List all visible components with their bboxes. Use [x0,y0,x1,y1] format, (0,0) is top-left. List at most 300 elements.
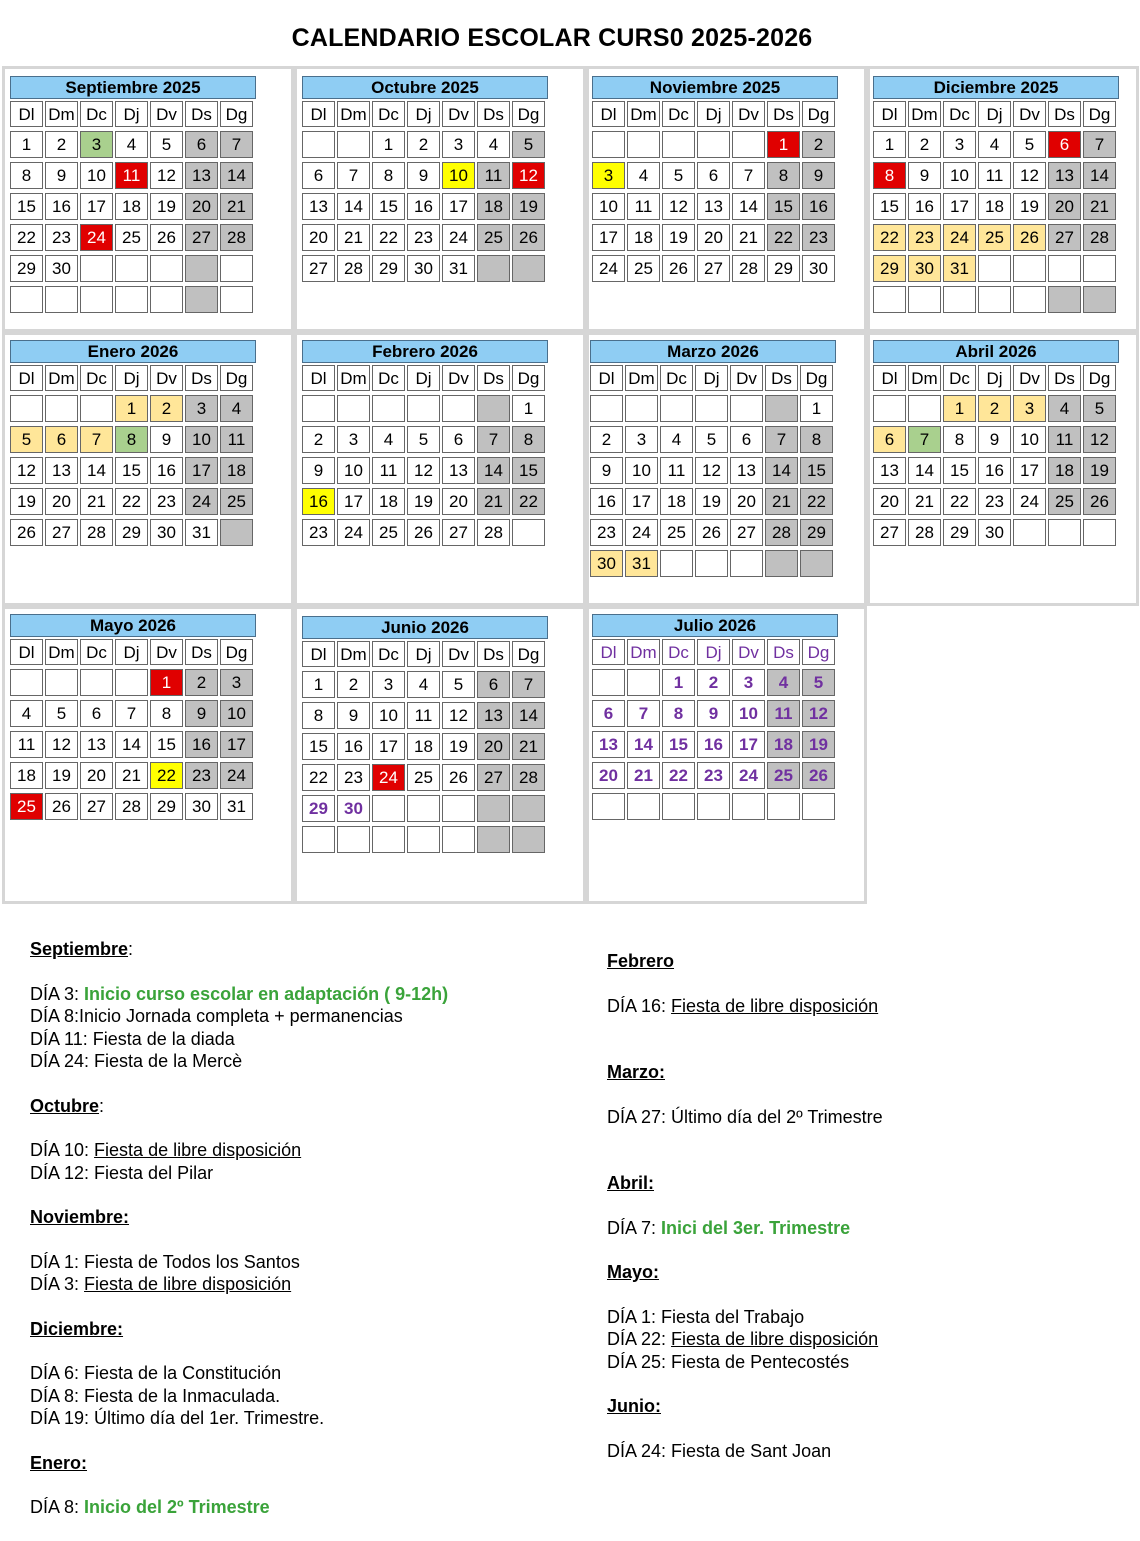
day-cell: 4 [978,131,1011,158]
day-cell: 2 [407,131,440,158]
day-cell [477,826,510,853]
day-cell [115,255,148,282]
day-cell: 29 [150,793,183,820]
weekday-label: Ds [767,639,800,665]
day-cell: 20 [730,488,763,515]
day-cell [477,255,510,282]
legend-section [607,1261,883,1395]
day-cell: 8 [662,700,695,727]
day-cell: 3 [442,131,475,158]
day-cell [45,669,78,696]
day-cell [372,826,405,853]
day-cell [45,286,78,313]
day-cell: 13 [185,162,218,189]
day-cell: 31 [185,519,218,546]
day-cell: 30 [407,255,440,282]
day-cell: 27 [185,224,218,251]
weekday-label: Dv [730,365,763,391]
day-cell: 9 [802,162,835,189]
day-cell: 15 [512,457,545,484]
month-header: Septiembre 2025 [10,76,256,99]
day-cell: 22 [10,224,43,251]
day-cell: 12 [802,700,835,727]
day-cell: 17 [337,488,370,515]
day-cell: 23 [908,224,941,251]
day-cell: 27 [477,764,510,791]
day-cell: 24 [442,224,475,251]
weekday-label: Dc [372,101,405,127]
day-cell: 28 [115,793,148,820]
day-cell [1083,519,1116,546]
legend-item-text: Fiesta de libre disposición [94,1140,302,1160]
day-cell: 10 [1013,426,1046,453]
day-cell: 14 [627,731,660,758]
legend-month-heading [30,938,448,961]
weekday-label: Dm [45,639,78,665]
weekday-label: Dm [45,365,78,391]
day-cell: 8 [943,426,976,453]
day-cell [80,669,113,696]
day-cell [660,395,693,422]
day-cell [477,795,510,822]
day-cell: 27 [442,519,475,546]
day-cell: 20 [442,488,475,515]
day-cell: 15 [115,457,148,484]
legend-item-text: DÍA 3: [30,983,85,1004]
legend-item [30,1385,448,1408]
weekday-label: Dg [1083,101,1116,127]
day-cell: 21 [732,224,765,251]
weekday-label: Dj [697,101,730,127]
day-cell: 16 [337,733,370,760]
day-cell: 9 [697,700,730,727]
day-cell: 1 [767,131,800,158]
day-cell [80,255,113,282]
day-cell: 27 [730,519,763,546]
day-cell: 13 [697,193,730,220]
day-cell: 7 [115,700,148,727]
day-cell: 15 [800,457,833,484]
day-cell: 1 [512,395,545,422]
day-cell: 19 [662,224,695,251]
day-cell [115,286,148,313]
week-row [10,131,256,158]
week-row [873,255,1119,282]
day-cell [1083,255,1116,282]
weekday-label: Dl [592,101,625,127]
day-cell: 19 [442,733,475,760]
day-cell: 31 [442,255,475,282]
day-cell: 5 [1013,131,1046,158]
weekday-label: Dc [943,101,976,127]
day-cell: 11 [1048,426,1081,453]
month-calendar [302,340,548,546]
legend-item-text: DÍA 11: Fiesta de la diada [30,1028,235,1049]
day-cell: 9 [185,700,218,727]
day-cell: 22 [115,488,148,515]
day-cell: 20 [185,193,218,220]
day-cell: 21 [765,488,798,515]
weekday-label: Dl [873,365,906,391]
day-cell: 18 [767,731,800,758]
legend-item [30,1496,448,1519]
day-cell [220,286,253,313]
legend-month-name: Octubre [30,1095,100,1116]
day-cell: 5 [802,669,835,696]
weekday-label: Dj [115,639,148,665]
month-header: Marzo 2026 [590,340,836,363]
day-cell: 30 [908,255,941,282]
day-cell: 24 [80,224,113,251]
legend-section [30,1095,448,1207]
day-cell: 29 [115,519,148,546]
day-cell: 1 [150,669,183,696]
day-cell [442,395,475,422]
day-cell: 18 [372,488,405,515]
week-row [302,131,548,158]
day-cell: 2 [302,426,335,453]
day-cell: 22 [662,762,695,789]
day-cell: 17 [80,193,113,220]
weekday-header-row [873,365,1119,391]
legend-month-name: Mayo: [607,1262,660,1282]
day-cell: 19 [695,488,728,515]
legend-item [30,983,448,1006]
day-cell: 9 [590,457,623,484]
day-cell: 25 [767,762,800,789]
day-cell: 2 [45,131,78,158]
day-cell: 5 [1083,395,1116,422]
day-cell: 24 [732,762,765,789]
day-cell: 30 [978,519,1011,546]
day-cell [185,255,218,282]
legend-item-text: DÍA 8: Fiesta de la Inmaculada. [30,1385,281,1406]
day-cell: 24 [185,488,218,515]
day-cell: 22 [150,762,183,789]
day-cell: 1 [943,395,976,422]
week-row [592,193,838,220]
day-cell [80,286,113,313]
legend-month-name: Diciembre: [30,1318,124,1339]
legend-item [30,1362,448,1385]
legend-item-text: DÍA 7: [607,1217,662,1238]
day-cell [512,826,545,853]
day-cell: 16 [185,731,218,758]
weekday-label: Dg [220,101,253,127]
weekday-label: Dv [1013,101,1046,127]
day-cell: 29 [943,519,976,546]
day-cell: 4 [660,426,693,453]
week-row [10,395,256,422]
day-cell: 30 [590,550,623,577]
week-row [873,426,1119,453]
weekday-label: Ds [1048,365,1081,391]
day-cell: 8 [372,162,405,189]
day-cell: 26 [407,519,440,546]
day-cell: 8 [767,162,800,189]
day-cell: 23 [590,519,623,546]
week-row [10,162,256,189]
day-cell: 7 [1083,131,1116,158]
weekday-label: Ds [185,101,218,127]
day-cell [800,550,833,577]
day-cell: 4 [767,669,800,696]
week-row [873,131,1119,158]
legend-month-heading [607,1395,883,1418]
weekday-label: Dm [625,365,658,391]
week-row [302,395,548,422]
legend-month-heading [607,950,883,973]
weekday-header-row [590,365,836,391]
day-cell [220,255,253,282]
day-cell: 19 [1013,193,1046,220]
day-cell [943,286,976,313]
week-row [592,669,838,696]
week-row [873,193,1119,220]
legend-month-name: Junio: [607,1396,661,1416]
day-cell: 7 [765,426,798,453]
week-row [10,762,256,789]
week-row [873,519,1119,546]
month-calendar [10,76,256,313]
day-cell: 14 [477,457,510,484]
day-cell [442,826,475,853]
day-cell [730,550,763,577]
day-cell [10,669,43,696]
day-cell: 18 [978,193,1011,220]
week-row [592,224,838,251]
weekday-label: Ds [185,365,218,391]
day-cell [115,669,148,696]
day-cell: 6 [302,162,335,189]
legend-item [30,1050,448,1073]
day-cell: 1 [372,131,405,158]
day-cell [337,826,370,853]
weekday-label: Dm [627,101,660,127]
week-row [592,131,838,158]
day-cell [697,131,730,158]
day-cell: 19 [407,488,440,515]
weekday-label: Dv [150,639,183,665]
day-cell: 20 [873,488,906,515]
legend-item [30,1251,448,1274]
weekday-label: Ds [767,101,800,127]
legend-item-text: Fiesta de libre disposición [84,1274,292,1294]
day-cell: 22 [767,224,800,251]
day-cell: 14 [732,193,765,220]
day-cell: 11 [627,193,660,220]
day-cell [908,395,941,422]
day-cell: 23 [697,762,730,789]
day-cell: 22 [873,224,906,251]
legend-heading-suffix: : [128,939,134,959]
day-cell: 3 [732,669,765,696]
day-cell [1013,519,1046,546]
weekday-label: Dl [590,365,623,391]
day-cell: 16 [302,488,335,515]
day-cell: 14 [765,457,798,484]
day-cell: 3 [337,426,370,453]
day-cell: 5 [442,671,475,698]
weekday-label: Dc [80,365,113,391]
day-cell: 13 [442,457,475,484]
month-calendar [302,616,548,853]
weekday-label: Dj [407,101,440,127]
day-cell: 3 [1013,395,1046,422]
legend-section [607,1172,883,1261]
day-cell [512,255,545,282]
week-row [302,733,548,760]
legend-item [30,1407,448,1430]
weekday-label: Dc [80,639,113,665]
day-cell: 13 [1048,162,1081,189]
month-header: Junio 2026 [302,616,548,639]
day-cell [765,550,798,577]
day-cell [627,793,660,820]
day-cell: 10 [372,702,405,729]
day-cell [372,795,405,822]
legend-item-text: DÍA 12: Fiesta del Pilar [30,1162,214,1183]
day-cell: 28 [908,519,941,546]
weekday-label: Ds [765,365,798,391]
day-cell: 10 [185,426,218,453]
day-cell: 17 [220,731,253,758]
legend-item [607,1351,883,1374]
day-cell: 4 [477,131,510,158]
week-row [302,426,548,453]
legend-item-text: DÍA 8:Inicio Jornada completa + permanencias [30,1006,403,1026]
day-cell: 28 [80,519,113,546]
weekday-label: Dc [372,365,405,391]
weekday-label: Dv [150,101,183,127]
week-row [302,457,548,484]
day-cell: 24 [220,762,253,789]
weekday-label: Dc [662,639,695,665]
day-cell [337,131,370,158]
day-cell: 26 [802,762,835,789]
weekday-label: Dg [800,365,833,391]
week-row [590,395,836,422]
legend-month-name: Marzo: [607,1062,665,1082]
day-cell: 3 [185,395,218,422]
day-cell: 11 [115,162,148,189]
day-cell: 12 [442,702,475,729]
day-cell: 27 [45,519,78,546]
day-cell [978,255,1011,282]
weekday-label: Ds [477,101,510,127]
legend-month-heading [607,1172,883,1195]
week-row [10,731,256,758]
legend-item [30,1273,448,1296]
day-cell: 29 [372,255,405,282]
legend-item [607,1328,883,1351]
legend-item [607,995,883,1018]
day-cell: 25 [220,488,253,515]
day-cell [1013,286,1046,313]
day-cell: 2 [802,131,835,158]
day-cell: 8 [150,700,183,727]
day-cell: 17 [1013,457,1046,484]
day-cell: 28 [337,255,370,282]
month-calendar [873,340,1119,546]
weekday-label: Dl [10,639,43,665]
month-calendar [592,614,838,820]
day-cell: 16 [697,731,730,758]
day-cell: 19 [10,488,43,515]
day-cell [1013,255,1046,282]
month-header: Mayo 2026 [10,614,256,637]
week-row [302,488,548,515]
week-row [592,762,838,789]
day-cell: 23 [45,224,78,251]
weekday-label: Dl [10,365,43,391]
day-cell: 8 [115,426,148,453]
legend-item-text: DÍA 24: Fiesta de la Mercè [30,1051,243,1071]
day-cell [590,395,623,422]
day-cell [302,395,335,422]
weekday-label: Dj [115,101,148,127]
weekday-label: Dv [1013,365,1046,391]
weekday-label: Dj [695,365,728,391]
day-cell: 23 [978,488,1011,515]
day-cell: 17 [625,488,658,515]
month-header: Abril 2026 [873,340,1119,363]
day-cell [407,795,440,822]
day-cell: 27 [1048,224,1081,251]
week-row [302,224,548,251]
day-cell: 14 [80,457,113,484]
day-cell: 12 [695,457,728,484]
day-cell: 9 [302,457,335,484]
legend-item-text: DÍA 1: Fiesta del Trabajo [607,1306,805,1327]
weekday-label: Dl [302,641,335,667]
weekday-header-row [302,101,548,127]
day-cell: 7 [732,162,765,189]
day-cell [150,286,183,313]
day-cell: 28 [477,519,510,546]
weekday-label: Dj [978,101,1011,127]
day-cell: 21 [908,488,941,515]
week-row [873,395,1119,422]
day-cell: 15 [662,731,695,758]
week-row [590,426,836,453]
day-cell [592,131,625,158]
week-row [592,700,838,727]
day-cell: 15 [302,733,335,760]
legend-spacer [607,1239,883,1261]
day-cell: 25 [10,793,43,820]
day-cell: 9 [337,702,370,729]
day-cell: 29 [873,255,906,282]
day-cell: 18 [407,733,440,760]
legend-item [30,1162,448,1185]
weekday-header-row [592,639,838,665]
day-cell: 13 [873,457,906,484]
day-cell [45,395,78,422]
day-cell [873,395,906,422]
day-cell: 5 [695,426,728,453]
month-calendar [10,340,256,546]
day-cell: 24 [372,764,405,791]
legend-item-text: DÍA 16: [607,995,672,1016]
day-cell: 8 [10,162,43,189]
legend-item-text: DÍA 10: [30,1140,95,1160]
day-cell: 9 [978,426,1011,453]
week-row [873,286,1119,313]
weekday-label: Dl [302,365,335,391]
weekday-label: Dj [978,365,1011,391]
week-row [302,162,548,189]
